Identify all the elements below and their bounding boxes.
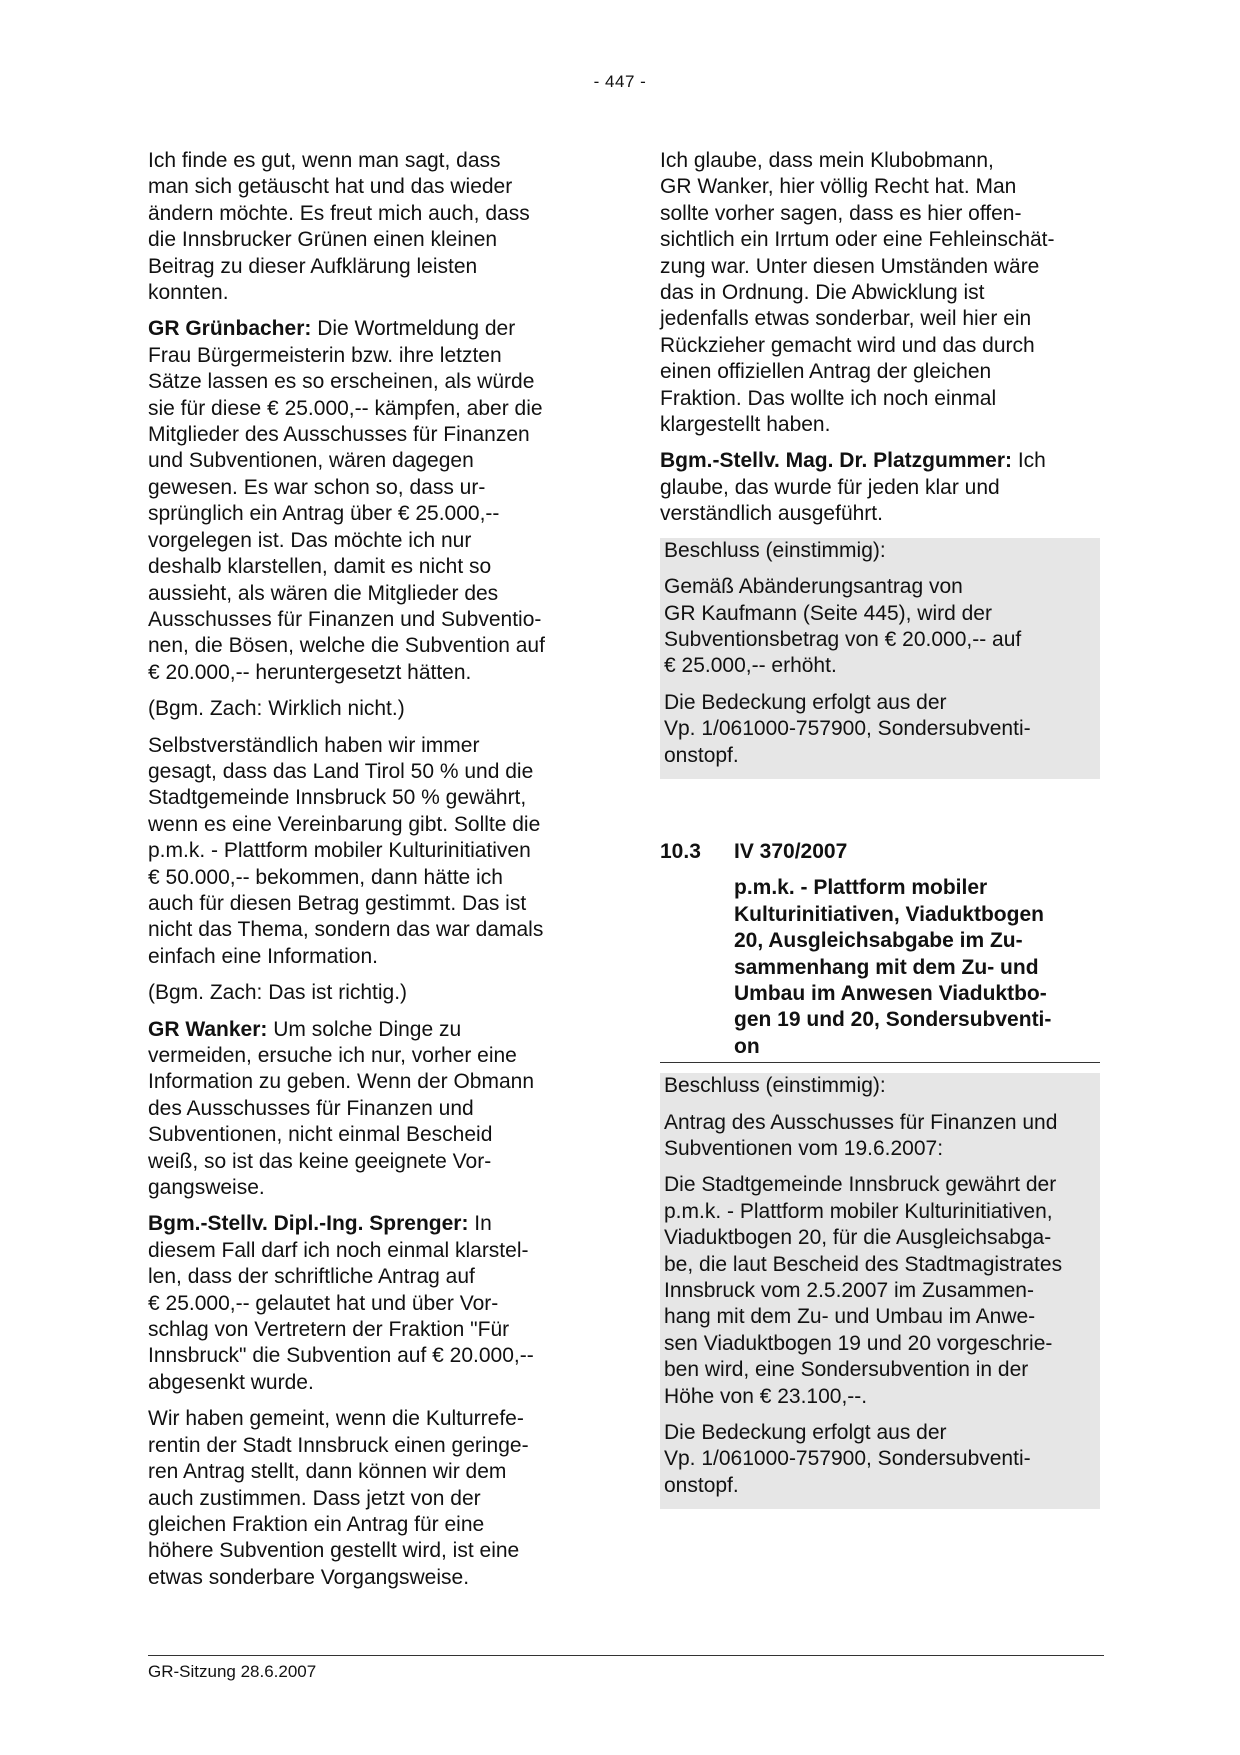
- text-line: deshalb klarstellen, damit es nicht so: [148, 555, 492, 579]
- text-line: GR Wanker: Um solche Dinge zu: [148, 1017, 462, 1041]
- text-line: GR Grünbacher: Die Wortmeldung der: [148, 317, 516, 341]
- text-line: Höhe von € 23.100,--.: [664, 1384, 868, 1408]
- text-line: einen offiziellen Antrag der gleichen: [660, 360, 992, 384]
- text-line: Ich finde es gut, wenn man sagt, dass: [148, 149, 501, 172]
- text-line: glaube, das wurde für jeden klar und: [660, 475, 1000, 499]
- text-line: einfach eine Information.: [148, 944, 378, 968]
- text-line: rentin der Stadt Innsbruck einen geringe-: [148, 1433, 529, 1457]
- text-line: Bgm.-Stellv. Mag. Dr. Platzgummer: Ich: [660, 449, 1046, 473]
- text-line: sammenhang mit dem Zu- und: [734, 955, 1039, 979]
- text-line: Selbstverständlich haben wir immer: [148, 733, 480, 757]
- footer-divider: [148, 1655, 1104, 1656]
- text-line: p.m.k. - Plattform mobiler Kulturinitiativen,: [664, 1199, 1053, 1223]
- divider: [660, 1062, 1100, 1063]
- text-line: GR Wanker, hier völlig Recht hat. Man: [660, 175, 1017, 199]
- text-line: konnten.: [148, 281, 229, 305]
- agenda-item: [660, 839, 1100, 1060]
- text-line: Die Bedeckung erfolgt aus der: [664, 1421, 947, 1445]
- footer: GR-Sitzung 28.6.2007: [148, 1662, 317, 1681]
- text-line: schlag von Vertretern der Fraktion "Für: [148, 1318, 510, 1342]
- text-line: Sätze lassen es so erscheinen, als würde: [148, 370, 535, 394]
- decision-text: [660, 1110, 1100, 1173]
- text-line: Die Stadtgemeinde Innsbruck gewährt der: [664, 1173, 1057, 1197]
- text-line: jedenfalls etwas sonderbar, weil hier ein: [660, 307, 1032, 331]
- text-line: aussieht, als wären die Mitglieder des: [148, 581, 499, 605]
- speaker-name: GR Grünbacher:: [148, 317, 312, 341]
- text-line: vermeiden, ersuche ich nur, vorher eine: [148, 1044, 517, 1067]
- text-line: weiß, so ist das keine geeignete Vor-: [148, 1149, 492, 1173]
- page-number: - 447 -: [593, 72, 647, 91]
- text-line: vorgelegen ist. Das möchte ich nur: [148, 528, 472, 552]
- text-line: p.m.k. - Plattform mobiler: [734, 876, 988, 900]
- text-line: GR Kaufmann (Seite 445), wird der: [664, 601, 992, 625]
- text-line: € 25.000,-- gelautet hat und über Vor-: [148, 1291, 499, 1315]
- text-line: Umbau im Anwesen Viaduktbo-: [734, 981, 1047, 1005]
- text-line: p.m.k. - Plattform mobiler Kulturinitiativen: [148, 839, 531, 863]
- text-line: Ich glaube, dass mein Klubobmann,: [660, 149, 994, 172]
- decision-text: [660, 690, 1100, 779]
- text-line: Vp. 1/061000-757900, Sondersubventi-: [664, 1447, 1031, 1471]
- decision-heading: [660, 1073, 1100, 1109]
- text-line: sie für diese € 25.000,-- kämpfen, aber die: [148, 396, 543, 420]
- paragraph: [148, 1211, 588, 1396]
- text-line: Subventionen vom 19.6.2007:: [664, 1137, 944, 1160]
- paragraph: [148, 148, 588, 306]
- text-line: etwas sonderbare Vorgangsweise.: [148, 1565, 470, 1589]
- text-line: sollte vorher sagen, dass es hier offen-: [660, 201, 1022, 225]
- text-line: sprünglich ein Antrag über € 25.000,--: [148, 502, 500, 526]
- text-line: höhere Subvention gestellt wird, ist eine: [148, 1539, 520, 1563]
- agenda-title: [734, 875, 1100, 1060]
- text-line: wenn es eine Vereinbarung gibt. Sollte die: [148, 812, 541, 836]
- text-line: Stadtgemeinde Innsbruck 50 % gewährt,: [148, 786, 527, 810]
- agenda-code: IV 370/2007: [734, 839, 848, 863]
- text-line: Ausschusses für Finanzen und Subventio-: [148, 607, 542, 631]
- paragraph: [148, 316, 588, 686]
- text-line: Fraktion. Das wollte ich noch einmal: [660, 386, 997, 410]
- text-line: man sich getäuscht hat und das wieder: [148, 175, 513, 199]
- text-line: Vp. 1/061000-757900, Sondersubventi-: [664, 717, 1031, 741]
- left-column: [148, 148, 588, 1601]
- text-line: nicht das Thema, sondern das war damals: [148, 918, 544, 942]
- text-line: sichtlich ein Irrtum oder eine Fehleinschät-: [660, 228, 1055, 252]
- text-line: Subventionsbetrag von € 20.000,-- auf: [664, 627, 1022, 651]
- text-line: Beitrag zu dieser Aufklärung leisten: [148, 254, 478, 278]
- text-line: gewesen. Es war schon so, dass ur-: [148, 475, 486, 499]
- decision-text: [660, 1172, 1100, 1420]
- decision-text: [660, 1420, 1100, 1509]
- decision-box: [660, 538, 1100, 779]
- paragraph: [660, 448, 1100, 527]
- decision-box: [660, 1073, 1100, 1509]
- text-line: gesagt, dass das Land Tirol 50 % und die: [148, 759, 534, 783]
- text-line: ändern möchte. Es freut mich auch, dass: [148, 201, 530, 225]
- text-line: das in Ordnung. Die Abwicklung ist: [660, 281, 985, 305]
- text-line: zung war. Unter diesen Umständen wäre: [660, 254, 1040, 278]
- text-line: verständlich ausgeführt.: [660, 502, 883, 526]
- text-line: Kulturinitiativen, Viaduktbogen: [734, 902, 1044, 926]
- text-line: len, dass der schriftliche Antrag auf: [148, 1265, 475, 1289]
- text-line: klargestellt haben.: [660, 413, 831, 437]
- text-line: Innsbruck vom 2.5.2007 im Zusammen-: [664, 1279, 1034, 1303]
- decision-heading: [660, 538, 1100, 574]
- text-line: diesem Fall darf ich noch einmal klarstel-: [148, 1238, 529, 1262]
- speaker-name: Bgm.-Stellv. Mag. Dr. Platzgummer:: [660, 449, 1013, 473]
- agenda-number: 10.3: [660, 839, 701, 863]
- text-line: Innsbruck" die Subvention auf € 20.000,--: [148, 1344, 534, 1368]
- text-line: (Bgm. Zach: Wirklich nicht.): [148, 697, 405, 721]
- text-line: € 20.000,-- heruntergesetzt hätten.: [148, 660, 472, 684]
- text-line: € 25.000,-- erhöht.: [664, 654, 837, 678]
- text-line: be, die laut Bescheid des Stadtmagistrates: [664, 1252, 1063, 1276]
- text-line: des Ausschusses für Finanzen und: [148, 1096, 474, 1120]
- text-line: sen Viaduktbogen 19 und 20 vorgeschrie-: [664, 1331, 1053, 1355]
- text-line: gleichen Fraktion ein Antrag für eine: [148, 1512, 485, 1536]
- text-line: gangsweise.: [148, 1176, 265, 1200]
- decision-text: [660, 574, 1100, 690]
- right-column: [660, 148, 1100, 1509]
- text-line: die Innsbrucker Grünen einen kleinen: [148, 228, 498, 252]
- text-line: ren Antrag stellt, dann können wir dem: [148, 1460, 507, 1484]
- text-line: Viaduktbogen 20, für die Ausgleichsabga-: [664, 1226, 1052, 1250]
- text-line: nen, die Bösen, welche die Subvention auf: [148, 634, 545, 658]
- text-line: Die Bedeckung erfolgt aus der: [664, 690, 947, 714]
- speaker-name: Bgm.-Stellv. Dipl.-Ing. Sprenger:: [148, 1212, 469, 1236]
- text-line: Beschluss (einstimmig):: [664, 1074, 886, 1098]
- paragraph: [660, 148, 1100, 438]
- text-line: Antrag des Ausschusses für Finanzen und: [664, 1110, 1058, 1134]
- paragraph: [148, 1017, 588, 1202]
- text-line: und Subventionen, wären dagegen: [148, 449, 474, 473]
- text-line: Frau Bürgermeisterin bzw. ihre letzten: [148, 343, 502, 367]
- text-line: onstopf.: [664, 743, 739, 767]
- text-line: ben wird, eine Sondersubvention in der: [664, 1358, 1029, 1382]
- text-line: Rückzieher gemacht wird und das durch: [660, 333, 1035, 357]
- text-line: Mitglieder des Ausschusses für Finanzen: [148, 423, 530, 447]
- text-line: Bgm.-Stellv. Dipl.-Ing. Sprenger: In: [148, 1212, 492, 1236]
- text-line: abgesenkt wurde.: [148, 1370, 314, 1394]
- speaker-name: GR Wanker:: [148, 1017, 268, 1041]
- text-line: Gemäß Abänderungsantrag von: [664, 575, 963, 599]
- interjection: [148, 696, 588, 722]
- text-line: on: [734, 1034, 760, 1058]
- paragraph: [148, 733, 588, 971]
- text-line: (Bgm. Zach: Das ist richtig.): [148, 981, 408, 1005]
- paragraph: [148, 1406, 588, 1591]
- text-line: auch zustimmen. Dass jetzt von der: [148, 1486, 481, 1510]
- interjection: [148, 980, 588, 1006]
- text-line: Subventionen, nicht einmal Bescheid: [148, 1123, 493, 1147]
- text-line: onstopf.: [664, 1473, 739, 1497]
- text-line: € 50.000,-- bekommen, dann hätte ich: [148, 865, 503, 889]
- text-line: Wir haben gemeint, wenn die Kulturrefe-: [148, 1407, 524, 1431]
- text-line: hang mit dem Zu- und Umbau im Anwe-: [664, 1305, 1036, 1329]
- text-line: auch für diesen Betrag gestimmt. Das ist: [148, 891, 527, 915]
- text-line: Information zu geben. Wenn der Obmann: [148, 1070, 535, 1094]
- text-line: 20, Ausgleichsabgabe im Zu-: [734, 929, 1023, 953]
- text-line: Beschluss (einstimmig):: [664, 538, 886, 562]
- text-line: gen 19 und 20, Sondersubventi-: [734, 1008, 1052, 1032]
